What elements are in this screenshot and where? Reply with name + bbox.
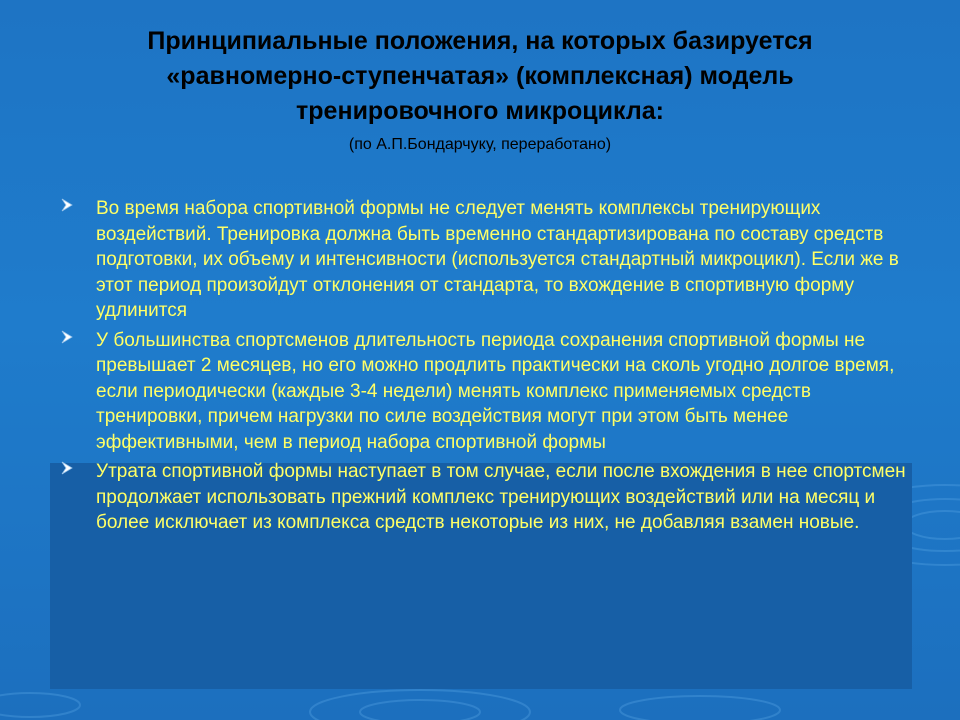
chevron-right-icon xyxy=(60,461,74,475)
bullet-text: Во время набора спортивной формы не следует менять комплексы тренирующих воздействий. Тренировка должна быть временно стандартизирована по составу средств подготовки, их объему и интенсивности (используется стандартный микроцикл). Если же в этот период произойдут отклонения от стандарта, то вхождение в спортивную форму удлинится xyxy=(96,198,899,321)
chevron-right-icon xyxy=(60,198,74,212)
list-item xyxy=(60,328,910,456)
list-item xyxy=(60,459,910,536)
list-item xyxy=(60,196,910,324)
bullet-list xyxy=(60,196,910,540)
slide-subtitle: (по А.П.Бондарчуку, переработано) xyxy=(348,136,612,153)
slide-title: Принципиальные положения, на которых базируется «равномерно-ступенчатая» (комплексная) модель тренировочного микроцикла: xyxy=(147,27,813,125)
bullet-text: У большинства спортсменов длительность периода сохранения спортивной формы не превышает 2 месяцев, но его можно продлить практически на сколь угодно долгое время, если периодически (каждые 3-4 недели) менять комплекс применяемых средств тренировки, причем нагрузки по силе воздействия могут при этом быть менее эффективными, чем в период набора спортивной формы xyxy=(96,329,895,453)
chevron-right-icon xyxy=(60,330,74,344)
bullet-text: Утрата спортивной формы наступает в том случае, если после вхождения в нее спортсмен продолжает использовать прежний комплекс тренирующих воздействий или на месяц и более исключает из комплекса средств некоторые из них, не добавляя взамен новые. xyxy=(96,461,906,533)
